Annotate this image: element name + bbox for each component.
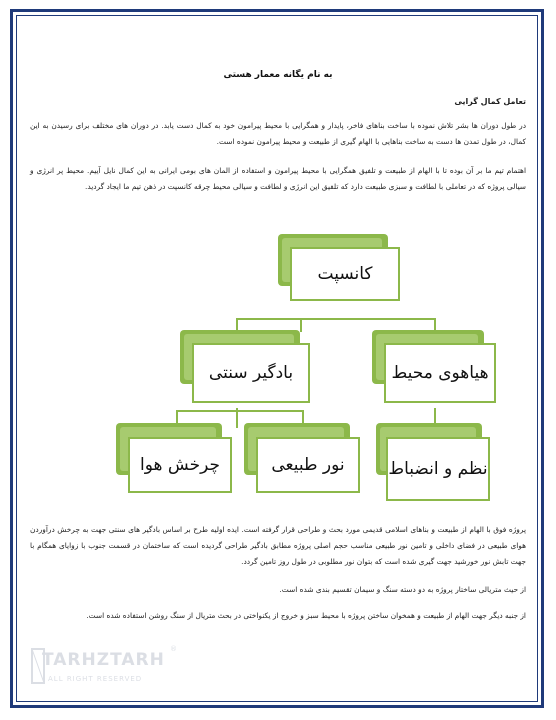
node-environment: هیاهوی محیط — [384, 343, 496, 403]
connector-level1-h — [236, 318, 436, 320]
registered-mark: ® — [170, 645, 177, 653]
paragraph-5: از جنبه دیگر جهت الهام از طبیعت و همخوان ساختن پروژه با محیط سبز و خروج از یکنواختی در بحث متریال از سنگ روشن استفاده شده است. — [86, 611, 526, 620]
paragraph-2: اهتمام تیم ما بر آن بوده تا با الهام از طبیعت و تلفیق همگرایی با محیط پیرامون و استفاده از المان های بومی ایرانی به این کمال نایل آییم. محیط پر انرژی و سیالی پروژه که در تعاملی با لطافت و سبزی طبیعت دارد که تلفیق این انرژی و لطافت و سیالی محیط چرقه کانسپت در ذهن تیم ما ایجاد گردید. — [30, 166, 526, 191]
watermark-brand: TARHZTARH — [42, 650, 165, 670]
paragraph-1: در طول دوران ها بشر تلاش نموده با ساخت بناهای فاخر، پایدار و همگرایی با محیط پیرامون خود به کمال دست یابد. در دوران های مختلف برای رسیدن به این کمال، در طول تمدن ها دست به ساخت بناهایی با الهام گیری از طبیعت و محیط پیرامون نموده است. — [30, 121, 526, 146]
paragraph-4: از حیث متریالی ساختار پروژه به دو دسته سنگ و سیمان تقسیم بندی شده است. — [279, 585, 526, 594]
node-order: نظم و انضباط — [386, 437, 490, 501]
connector-level2-h — [176, 410, 304, 412]
root-node: کانسپت — [290, 247, 400, 301]
paragraph-3: پروژه فوق با الهام از طبیعت و بناهای اسلامی قدیمی مورد بحث و طراحی قرار گرفته است. ایده اولیه طرح بر اساس بادگیر های سنتی جهت به چرخش درآوردن هوای طبیعی در فضای داخلی و تامین نور طبیعی مناسب حجم اصلی پروژه مطابق بادگیر طراحی گردیده است که ساختمان در قسمت جنوب با زوایای همگام با جهت تابش نور خورشید جهت گیری شده است که بتوان نور مطلوبی در طول روز تامین گردد. — [30, 525, 526, 566]
node-air-rotation: چرخش هوا — [128, 437, 232, 493]
node-badgir: بادگیر سنتی — [192, 343, 310, 403]
watermark-logo — [30, 645, 180, 690]
section-heading: تعامل کمال گرایی — [454, 97, 526, 106]
connector-root — [300, 318, 302, 332]
node-natural-light: نور طبیعی — [256, 437, 360, 493]
watermark-tagline: ALL RIGHT RESERVED — [48, 675, 143, 683]
document-title: به نام یگانه معمار هستی — [223, 70, 333, 80]
